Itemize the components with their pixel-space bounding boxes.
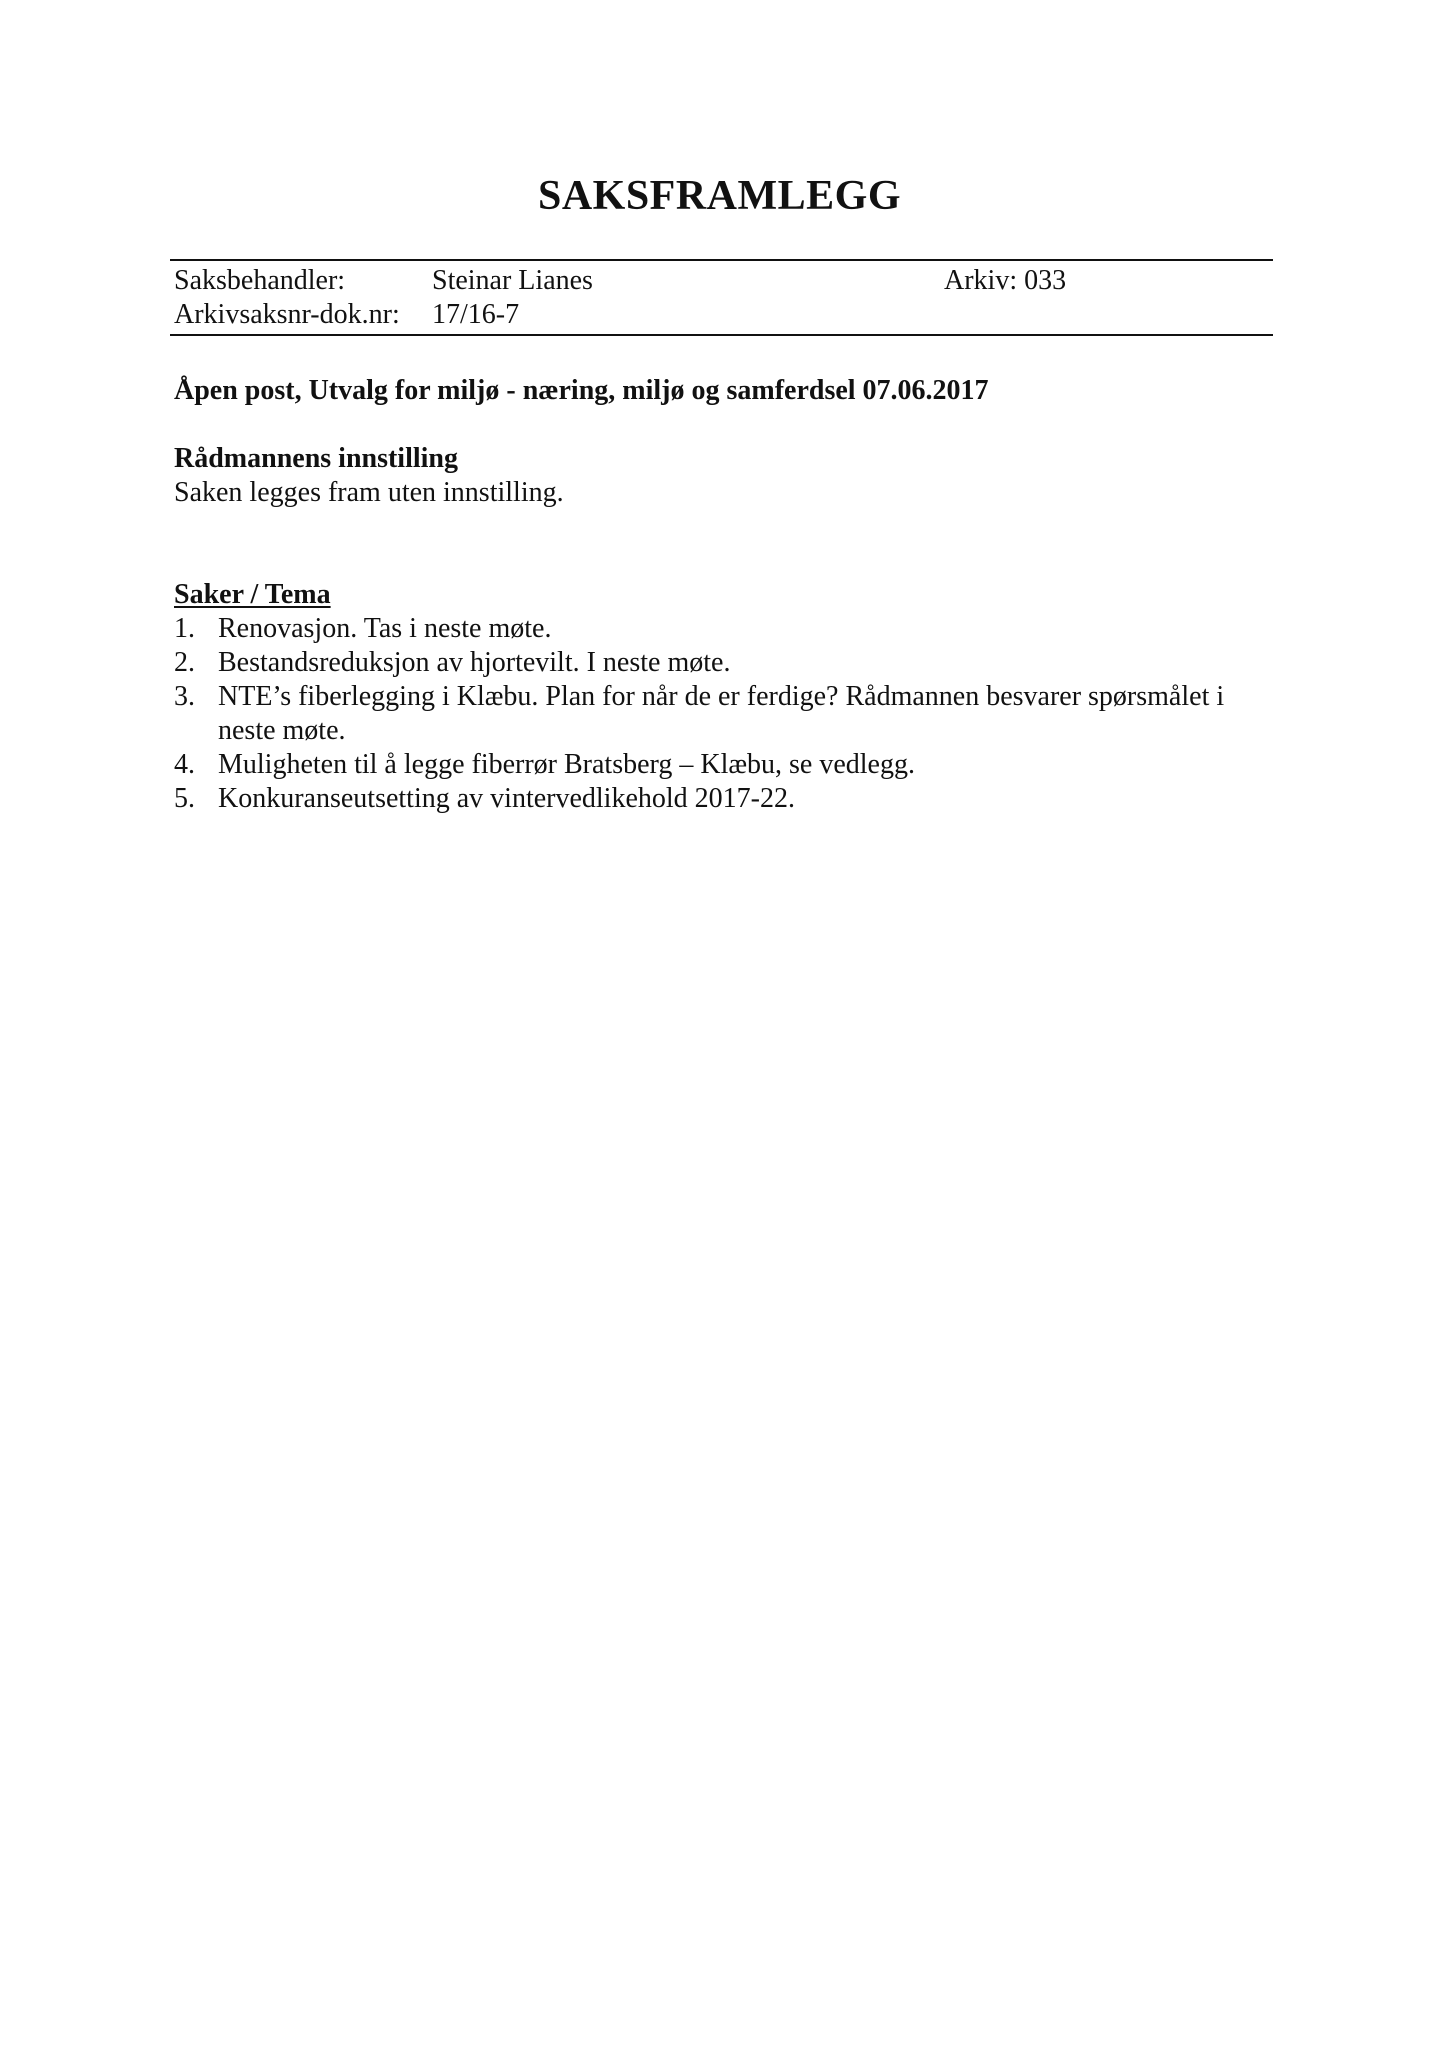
list-item: [174, 646, 1274, 680]
meeting-line: Åpen post, Utvalg for miljø - næring, miljø og samferdsel 07.06.2017: [174, 375, 989, 406]
handler-label: Saksbehandler:: [174, 265, 346, 296]
caseno-label: Arkivsaksnr-dok.nr:: [174, 299, 400, 330]
list-item-text: Konkuranseutsetting av vintervedlikehold 2017-22.: [218, 783, 795, 814]
caseno-value: 17/16-7: [432, 299, 520, 330]
list-item-text: Renovasjon. Tas i neste møte.: [218, 613, 552, 644]
list-item-number: 5.: [174, 783, 195, 814]
handler-value: Steinar Lianes: [432, 265, 593, 296]
topics-list: [174, 612, 1274, 816]
header-rule-bottom: [170, 334, 1273, 336]
topics-heading: Saker / Tema: [174, 579, 331, 610]
list-item-number: 1.: [174, 613, 195, 644]
list-item-number: 2.: [174, 647, 195, 678]
recommendation-heading: Rådmannens innstilling: [174, 443, 458, 474]
header-rule-top: [170, 259, 1273, 261]
list-item-text: Muligheten til å legge fiberrør Bratsberg – Klæbu, se vedlegg.: [218, 749, 915, 780]
list-item: [174, 612, 1274, 646]
document-title: SAKSFRAMLEGG: [537, 173, 902, 219]
recommendation-text: Saken legges fram uten innstilling.: [174, 477, 564, 508]
list-item-number: 4.: [174, 749, 195, 780]
list-item-text: Bestandsreduksjon av hjortevilt. I neste møte.: [218, 647, 731, 678]
archive-code: Arkiv: 033: [944, 265, 1067, 296]
meta-row-caseno: [174, 298, 1274, 332]
list-item: [174, 748, 1274, 782]
list-item: [174, 680, 1274, 748]
list-item-number: 3.: [174, 681, 195, 712]
list-item-text: NTE’s fiberlegging i Klæbu. Plan for når de er ferdige? Rådmannen besvarer spørsmålet i neste møte.: [218, 681, 1225, 746]
meta-row-handler: [174, 264, 1274, 298]
list-item: [174, 782, 1274, 816]
